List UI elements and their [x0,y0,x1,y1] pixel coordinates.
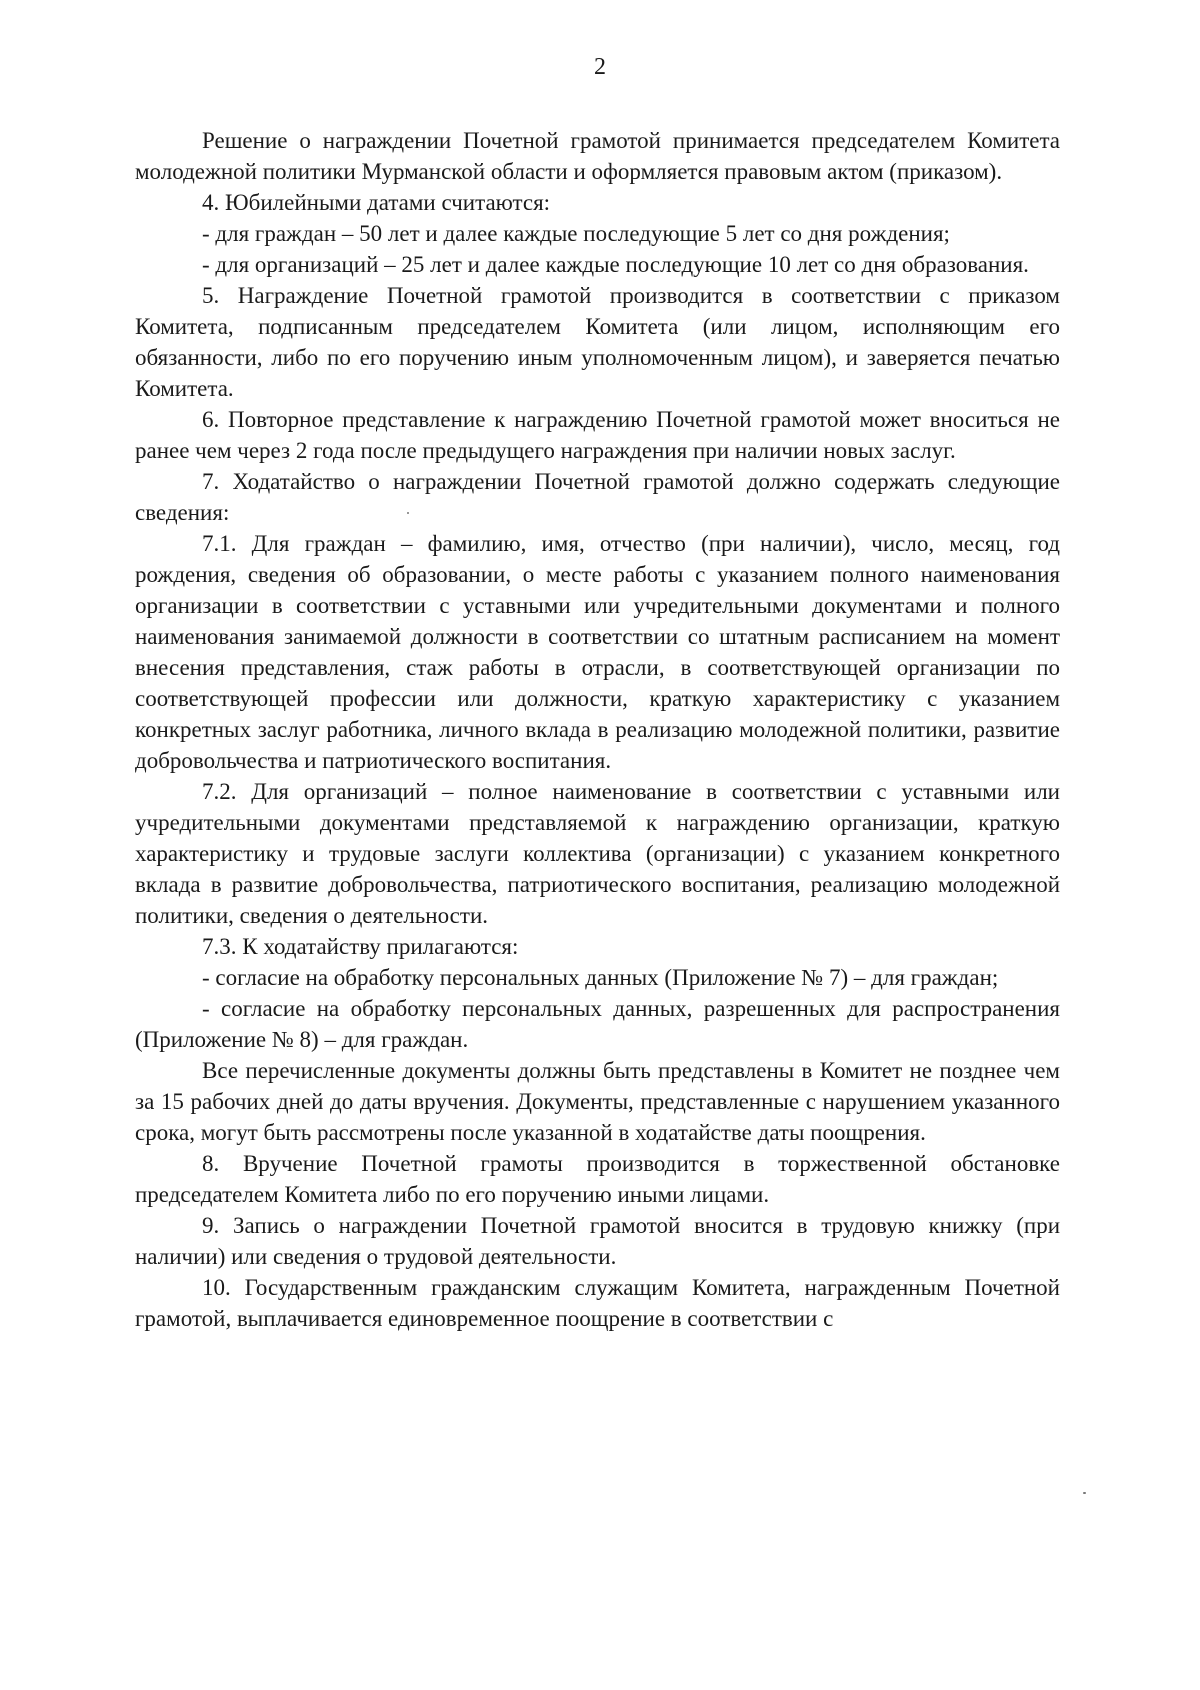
paragraph-6-repeat-nomination: 6. Повторное представление к награждению Почетной грамотой может вноситься не ранее чем через 2 года после предыдущего награждения при наличии новых заслуг. [135,407,1060,463]
scan-speck [407,512,409,514]
paragraph-5-awarding: 5. Награждение Почетной грамотой производится в соответствии с приказом Комитета, подписанным председателем Комитета (или лицом, исполняющим его обязанности, либо по его поручению иным уполномоченным лицом), и заверяется печатью Комитета. [135,283,1060,401]
scan-speck [1083,1492,1086,1494]
page-number: 2 [594,54,606,80]
paragraph-7-1-citizens: 7.1. Для граждан – фамилию, имя, отчество (при наличии), число, месяц, год рождения, сведения об образовании, о месте работы с указанием полного наименования организации в соответствии с уставными или учредительными документами и полного наименования занимаемой должности в соответствии со штатным расписанием на момент внесения представления, стаж работы в отрасли, в соответствующей организации по соответствующей профессии или должности, краткую характеристику с указанием конкретных заслуг работника, личного вклада в реализацию молодежной политики, развитие добровольчества и патриотического воспитания. [135,531,1060,773]
paragraph-9-record: 9. Запись о награждении Почетной грамотой вносится в трудовую книжку (при наличии) или сведения о трудовой деятельности. [135,1213,1060,1269]
paragraph-8-presentation: 8. Вручение Почетной грамоты производится в торжественной обстановке председателем Комитета либо по его поручению иными лицами. [135,1151,1060,1207]
paragraph-7-petition: 7. Ходатайство о награждении Почетной грамотой должно содержать следующие сведения: [135,469,1060,525]
document-body [135,125,1060,1334]
list-item-consent-distribution: - согласие на обработку персональных данных, разрешенных для распространения (Приложение № 8) – для граждан. [135,996,1060,1052]
paragraph-10-bonus: 10. Государственным гражданским служащим Комитета, награжденным Почетной грамотой, выплачивается единовременное поощрение в соответствии с [135,1275,1060,1331]
paragraph-award-decision: Решение о награждении Почетной грамотой принимается председателем Комитета молодежной политики Мурманской области и оформляется правовым актом (приказом). [135,128,1060,184]
list-item-consent-personal-data: - согласие на обработку персональных данных (Приложение № 7) – для граждан; [202,965,999,990]
paragraph-7-3-attachments: 7.3. К ходатайству прилагаются: [202,934,519,959]
paragraph-documents-deadline: Все перечисленные документы должны быть представлены в Комитет не позднее чем за 15 рабочих дней до даты вручения. Документы, представленные с нарушением указанного срока, могут быть рассмотрены после указанной в ходатайстве даты поощрения. [135,1058,1060,1145]
paragraph-7-2-organizations: 7.2. Для организаций – полное наименование в соответствии с уставными или учредительными документами представляемой к награждению организации, краткую характеристику и трудовые заслуги коллектива (организации) с указанием конкретного вклада в развитие добровольчества, патриотического воспитания, реализацию молодежной политики, сведения о деятельности. [135,779,1060,928]
list-item-organizations-dates: - для организаций – 25 лет и далее каждые последующие 10 лет со дня образования. [202,252,1029,277]
paragraph-4-jubilee-dates: 4. Юбилейными датами считаются: [202,190,551,215]
list-item-citizens-dates: - для граждан – 50 лет и далее каждые последующие 5 лет со дня рождения; [202,221,950,246]
